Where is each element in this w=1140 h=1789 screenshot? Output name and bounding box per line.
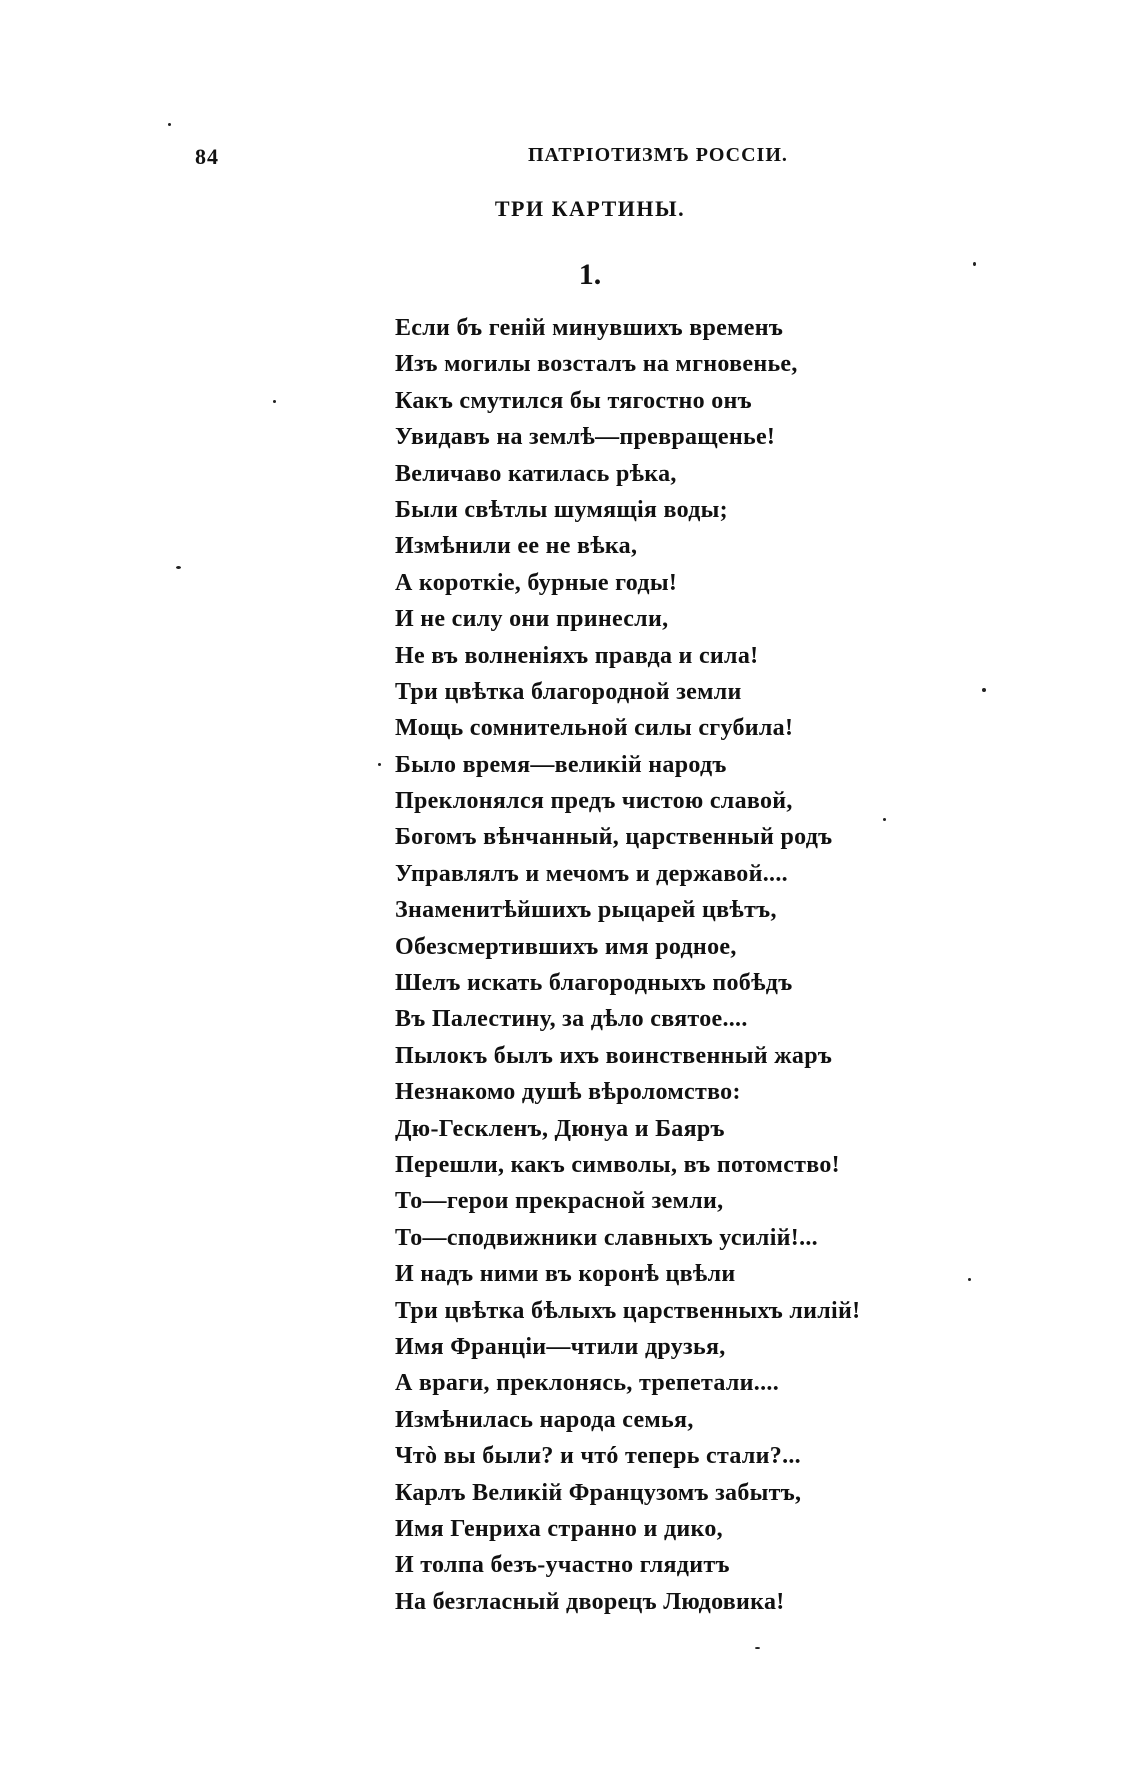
scan-speck (973, 262, 976, 266)
scan-speck (176, 566, 181, 569)
verse-line: Чтò вы были? и чтó теперь стали?... (395, 1443, 801, 1470)
verse-line: Измѣнили ее не вѣка, (395, 533, 638, 560)
verse-line: И не силу они принесли, (395, 606, 669, 633)
verse-line: Пылокъ былъ ихъ воинственный жаръ (395, 1042, 833, 1069)
verse-line: Увидавъ на землѣ—превращенье! (395, 424, 776, 451)
verse-line: И надъ ними въ коронѣ цвѣли (395, 1261, 736, 1288)
verse-line: На безгласный дворецъ Людовика! (395, 1588, 785, 1615)
verse-line: Измѣнилась народа семья, (395, 1406, 694, 1433)
verse-line: Знаменитѣйшихъ рыцарей цвѣтъ, (395, 897, 777, 924)
verse-line: Управлялъ и мечомъ и державой.... (395, 860, 788, 887)
verse-line: Было время—великій народъ (395, 751, 727, 778)
verse-line: А короткіе, бурные годы! (395, 569, 678, 596)
verse-line: Въ Палестину, за дѣло святое.... (395, 1006, 748, 1033)
verse-line: Дю-Гескленъ, Дюнуа и Баяръ (395, 1115, 725, 1142)
verse-line: Величаво катилась рѣка, (395, 460, 677, 487)
verse-line: Три цвѣтка бѣлыхъ царственныхъ лилій! (395, 1297, 861, 1324)
scan-speck (968, 1278, 971, 1281)
verse-block (395, 310, 860, 1620)
poem-title: ТРИ КАРТИНЫ. (494, 196, 686, 221)
page-number: 84 (195, 144, 219, 169)
scan-speck (378, 763, 381, 766)
verse-line: Мощь сомнительной силы сгубила! (395, 715, 794, 742)
verse-line: А враги, преклонясь, трепетали.... (395, 1370, 779, 1397)
scan-speck (755, 1647, 760, 1649)
verse-line: Были свѣтлы шумящія воды; (395, 496, 728, 523)
running-title: ПАТРІОТИЗМЪ РОССІИ. (528, 144, 788, 166)
verse-line: Карлъ Великій Французомъ забытъ, (395, 1479, 802, 1506)
verse-line: Перешли, какъ символы, въ потомство! (395, 1151, 840, 1178)
scan-speck (883, 818, 886, 821)
verse-line: Имя Генриха странно и дико, (395, 1515, 723, 1542)
scan-speck (273, 400, 276, 403)
scan-speck (168, 123, 171, 126)
verse-line: И толпа безъ-участно глядитъ (395, 1552, 730, 1579)
verse-line: Если бъ геній минувшихъ временъ (395, 315, 784, 341)
verse-line: Не въ волненіяхъ правда и сила! (395, 642, 759, 669)
verse-line: Обезсмертившихъ имя родное, (395, 933, 737, 960)
verse-line: Преклонялся предъ чистою славой, (395, 788, 793, 815)
verse-line: Богомъ вѣнчанный, царственный родъ (395, 824, 833, 851)
verse-line: Три цвѣтка благородной земли (395, 678, 742, 705)
verse-line: Незнакомо душѣ вѣроломство: (395, 1079, 741, 1106)
scan-speck (982, 688, 986, 692)
verse-line: Имя Франціи—чтили друзья, (395, 1333, 726, 1360)
verse-line: Шелъ искать благородныхъ побѣдъ (395, 970, 793, 997)
verse-line: То—сподвижники славныхъ усилій!... (395, 1224, 818, 1251)
verse-line: То—герои прекрасной земли, (395, 1188, 724, 1215)
section-number: 1. (578, 258, 602, 291)
verse-line: Какъ смутился бы тягостно онъ (395, 387, 752, 414)
verse-line: Изъ могилы возсталъ на мгновенье, (395, 351, 798, 378)
